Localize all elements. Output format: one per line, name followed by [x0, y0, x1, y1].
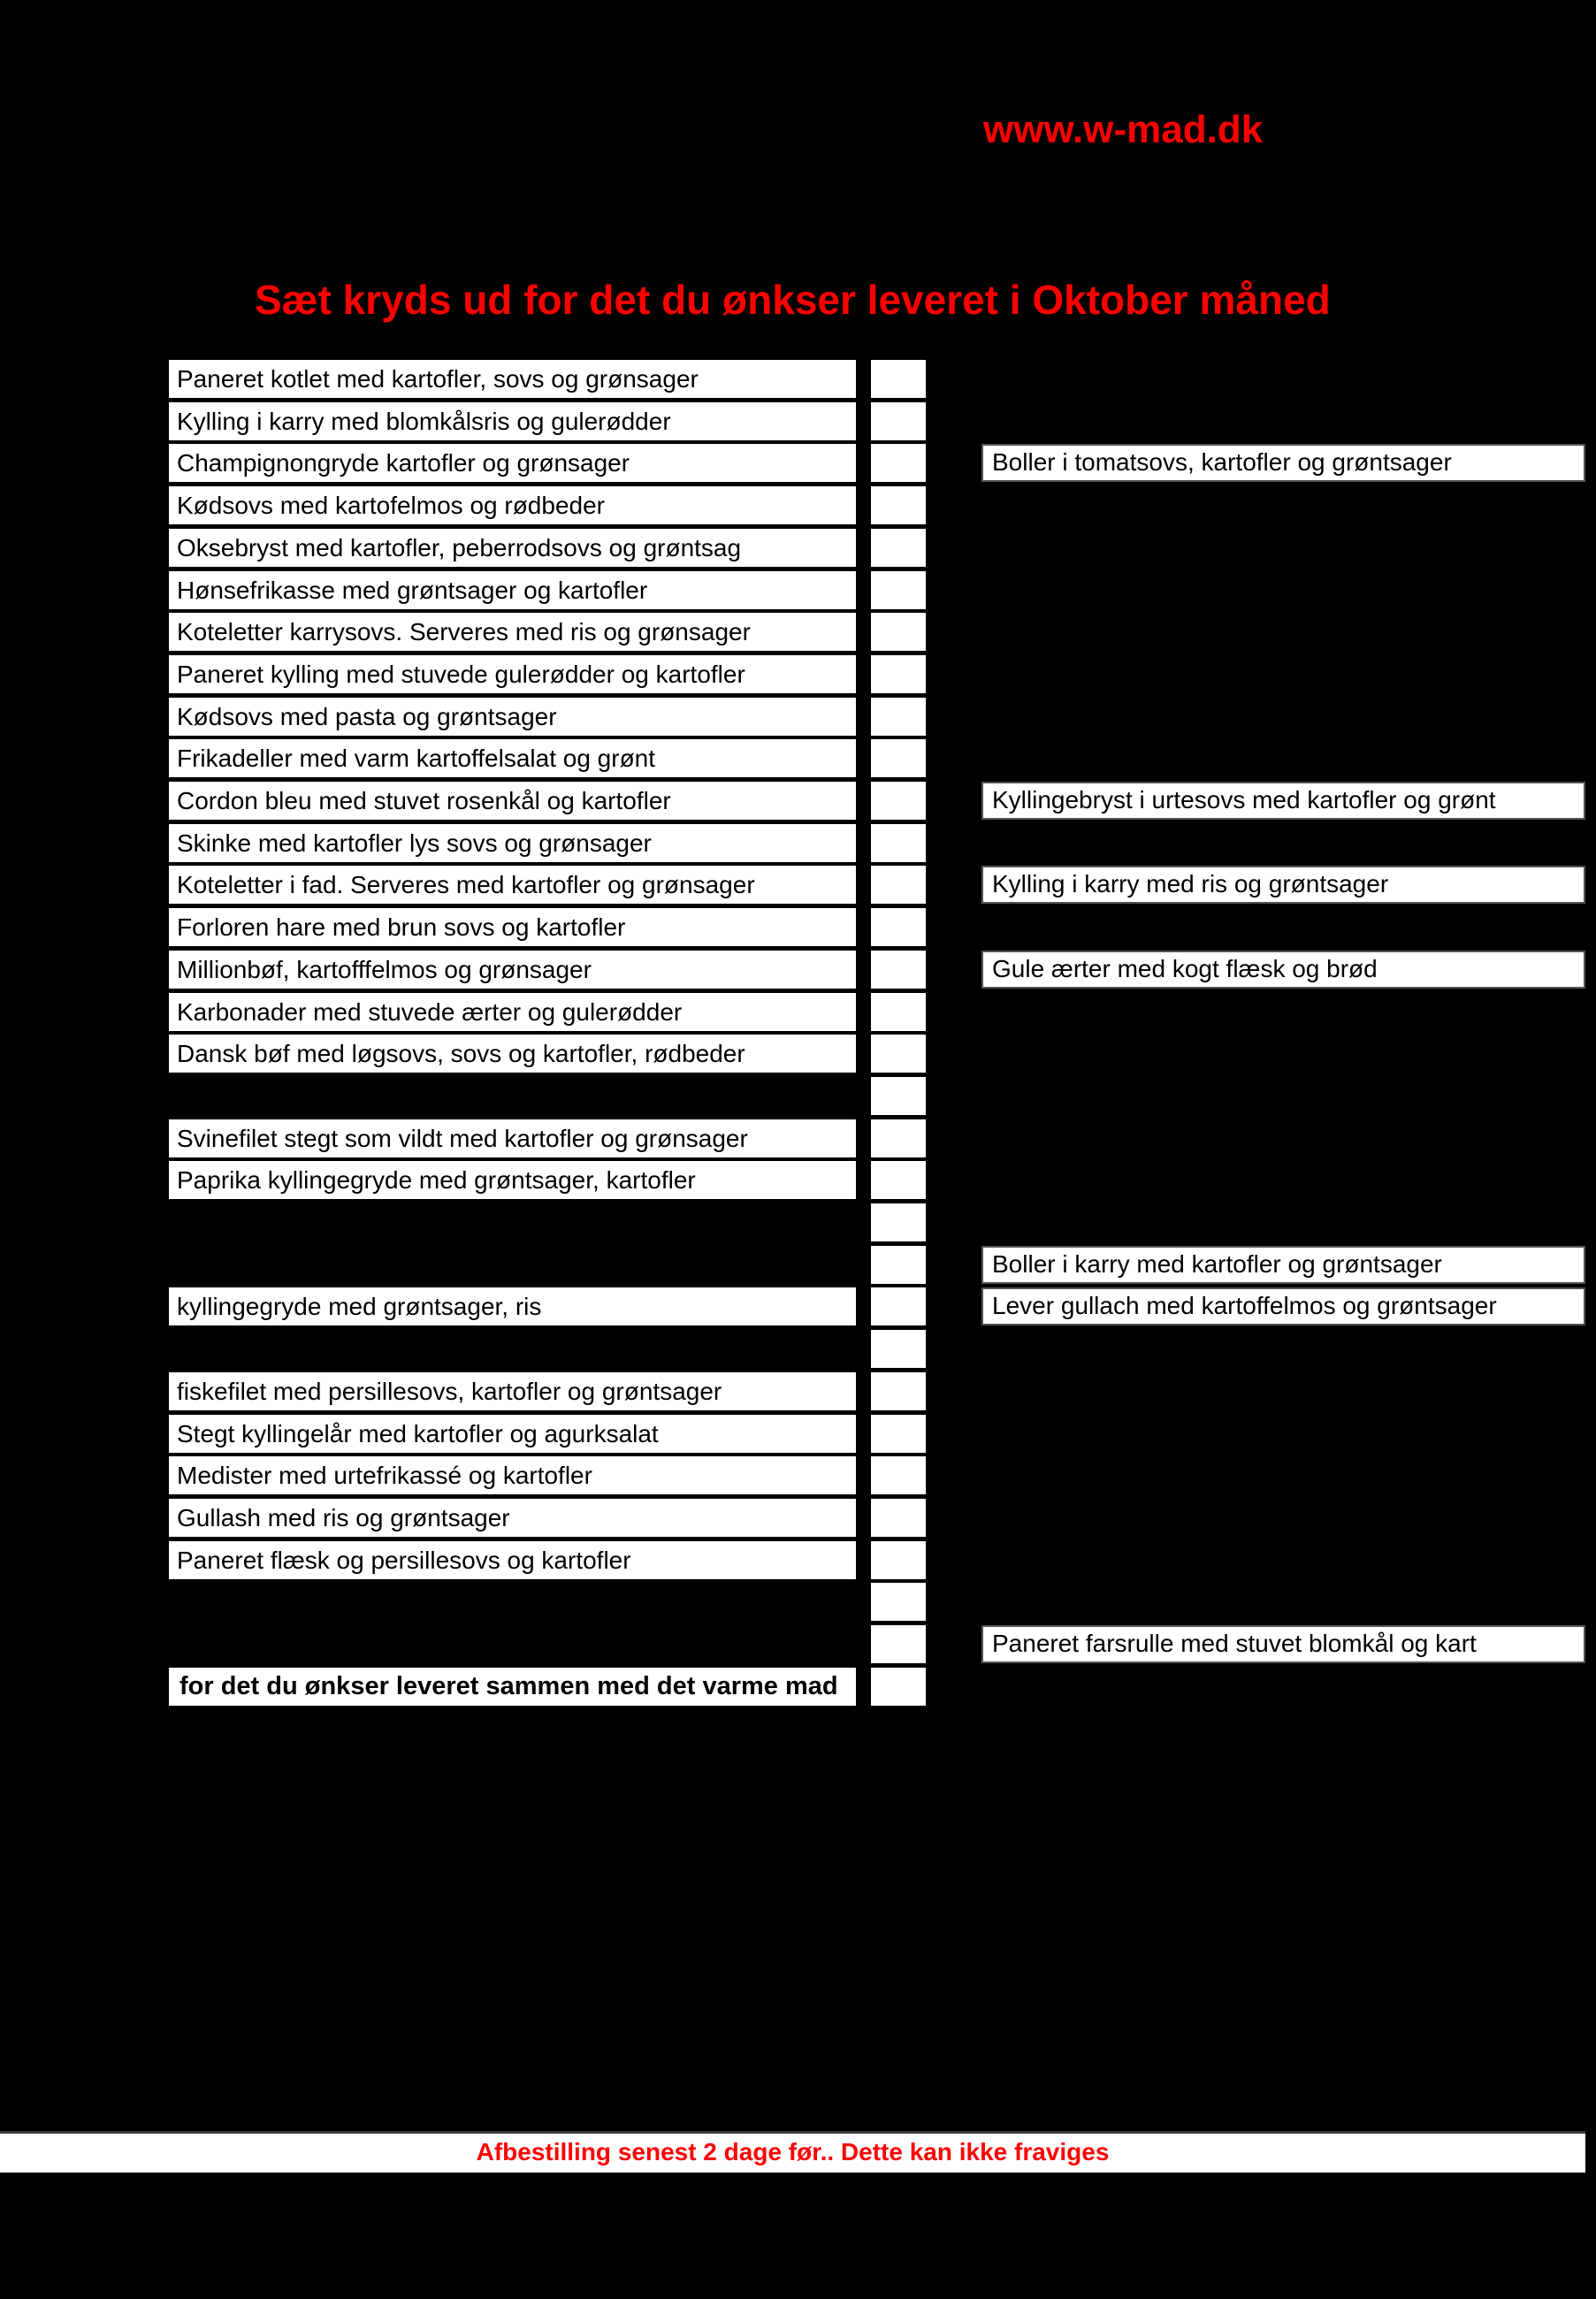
- table-row: [169, 698, 926, 736]
- table-row: [169, 1035, 926, 1073]
- checkbox-cell[interactable]: [871, 486, 926, 524]
- checkbox-cell[interactable]: [871, 1372, 926, 1410]
- extra-menu-item: Boller i tomatsovs, kartofler og grøntsager: [981, 444, 1585, 482]
- checkbox-cell[interactable]: [871, 1499, 926, 1537]
- table-row: [169, 782, 926, 820]
- checkbox-cell[interactable]: [871, 1161, 926, 1199]
- menu-item-label: Forloren hare med brun sovs og kartofler: [169, 908, 856, 946]
- checkbox-cell[interactable]: [871, 951, 926, 989]
- menu-item-label: Paneret flæsk og persillesovs og kartofler: [169, 1541, 856, 1579]
- extra-menu-item: Gule ærter med kogt flæsk og brød: [981, 951, 1585, 989]
- extra-menu-item: Kylling i karry med ris og grøntsager: [981, 866, 1585, 904]
- checkbox-cell[interactable]: [871, 782, 926, 820]
- menu-item-label: Kødsovs med pasta og grøntsager: [169, 698, 856, 736]
- menu-item-label: Kylling i karry med blomkålsris og gulerødder: [169, 402, 856, 440]
- menu-item-label: [169, 1625, 856, 1663]
- table-row: [169, 444, 926, 482]
- table-row: [169, 1330, 926, 1368]
- checkbox-cell[interactable]: [871, 402, 926, 440]
- table-row: [169, 1372, 926, 1410]
- table-row: [169, 1415, 926, 1453]
- menu-item-label: Kødsovs med kartofelmos og rødbeder: [169, 486, 856, 524]
- table-row: [169, 1668, 926, 1706]
- checkbox-cell[interactable]: [871, 529, 926, 567]
- menu-item-label: kyllingegryde med grøntsager, ris: [169, 1287, 856, 1325]
- extra-menu-item: Boller i karry med kartofler og grøntsager: [981, 1246, 1585, 1284]
- table-row: [169, 1287, 926, 1325]
- table-row: [169, 1203, 926, 1241]
- menu-item-label: Paneret kotlet med kartofler, sovs og grønsager: [169, 360, 856, 398]
- menu-item-label: Koteletter karrysovs. Serveres med ris og grønsager: [169, 613, 856, 651]
- menu-item-label: Champignongryde kartofler og grønsager: [169, 444, 856, 482]
- menu-item-label: Medister med urtefrikassé og kartofler: [169, 1456, 856, 1494]
- table-row: [169, 1077, 926, 1115]
- checkbox-cell[interactable]: [871, 866, 926, 904]
- table-row: [169, 1625, 926, 1663]
- checkbox-cell[interactable]: [871, 1541, 926, 1579]
- checkbox-cell[interactable]: [871, 571, 926, 609]
- checkbox-cell[interactable]: [871, 1077, 926, 1115]
- checkbox-cell[interactable]: [871, 1119, 926, 1157]
- checkbox-cell[interactable]: [871, 1456, 926, 1494]
- checkbox-cell[interactable]: [871, 698, 926, 736]
- menu-item-label: Oksebryst med kartofler, peberrodsovs og grøntsag: [169, 529, 856, 567]
- checkbox-cell[interactable]: [871, 444, 926, 482]
- checkbox-cell[interactable]: [871, 739, 926, 777]
- table-row: [169, 1456, 926, 1494]
- table-row: [169, 1119, 926, 1157]
- menu-item-label: Gullash med ris og grøntsager: [169, 1499, 856, 1537]
- menu-item-label: Dansk bøf med løgsovs, sovs og kartofler, rødbeder: [169, 1035, 856, 1073]
- menu-item-label: Stegt kyllingelår med kartofler og agurksalat: [169, 1415, 856, 1453]
- table-row: [169, 1541, 926, 1579]
- table-row: [169, 655, 926, 693]
- table-row: [169, 1499, 926, 1537]
- table-row: [169, 486, 926, 524]
- table-row: [169, 1246, 926, 1284]
- checkbox-cell[interactable]: [871, 824, 926, 862]
- menu-item-label: [169, 1583, 856, 1621]
- checkbox-cell[interactable]: [871, 1583, 926, 1621]
- table-row: [169, 866, 926, 904]
- table-row: [169, 360, 926, 398]
- menu-item-label: Frikadeller med varm kartoffelsalat og grønt: [169, 739, 856, 777]
- table-row: [169, 1161, 926, 1199]
- menu-item-label: Hønsefrikasse med grøntsager og kartofler: [169, 571, 856, 609]
- menu-item-label: Svinefilet stegt som vildt med kartofler og grønsager: [169, 1119, 856, 1157]
- checkbox-cell[interactable]: [871, 993, 926, 1031]
- table-row: [169, 908, 926, 946]
- menu-table: [169, 360, 926, 1710]
- table-row: [169, 739, 926, 777]
- menu-item-label: Cordon bleu med stuvet rosenkål og kartofler: [169, 782, 856, 820]
- page-title: Sæt kryds ud for det du ønkser leveret i Oktober måned: [255, 277, 1331, 323]
- menu-item-label: Karbonader med stuvede ærter og gulerødder: [169, 993, 856, 1031]
- checkbox-cell[interactable]: [871, 613, 926, 651]
- checkbox-cell[interactable]: [871, 1668, 926, 1706]
- menu-item-label: Skinke med kartofler lys sovs og grønsager: [169, 824, 856, 862]
- table-row: [169, 402, 926, 440]
- table-row: [169, 529, 926, 567]
- table-row: [169, 571, 926, 609]
- table-row: [169, 1583, 926, 1621]
- checkbox-cell[interactable]: [871, 1415, 926, 1453]
- menu-item-label: fiskefilet med persillesovs, kartofler og grøntsager: [169, 1372, 856, 1410]
- checkbox-cell[interactable]: [871, 1203, 926, 1241]
- menu-item-label: [169, 1330, 856, 1368]
- checkbox-cell[interactable]: [871, 908, 926, 946]
- checkbox-cell[interactable]: [871, 1246, 926, 1284]
- extra-menu-item: Lever gullach med kartoffelmos og grøntsager: [981, 1287, 1585, 1325]
- checkbox-cell[interactable]: [871, 1287, 926, 1325]
- table-row: [169, 824, 926, 862]
- menu-item-label: Paneret kylling med stuvede gulerødder og kartofler: [169, 655, 856, 693]
- extra-menu-item: Paneret farsrulle med stuvet blomkål og kart: [981, 1625, 1585, 1663]
- checkbox-cell[interactable]: [871, 1035, 926, 1073]
- menu-item-label: Millionbøf, kartofffelmos og grønsager: [169, 951, 856, 989]
- checkbox-cell[interactable]: [871, 1330, 926, 1368]
- website-link: www.w-mad.dk: [983, 108, 1264, 151]
- cancellation-notice-band: [0, 2131, 1585, 2173]
- checkbox-cell[interactable]: [871, 1625, 926, 1663]
- menu-item-label: [169, 1203, 856, 1241]
- table-row: [169, 613, 926, 651]
- menu-item-label: Paprika kyllingegryde med grøntsager, kartofler: [169, 1161, 856, 1199]
- cancellation-notice: Afbestilling senest 2 dage før.. Dette kan ikke fraviges: [476, 2138, 1110, 2165]
- menu-item-label: [169, 1246, 856, 1284]
- table-row: [169, 951, 926, 989]
- menu-item-label: for det du ønkser leveret sammen med det varme mad: [169, 1668, 856, 1706]
- checkbox-cell[interactable]: [871, 360, 926, 398]
- checkbox-cell[interactable]: [871, 655, 926, 693]
- menu-item-label: Koteletter i fad. Serveres med kartofler og grønsager: [169, 866, 856, 904]
- menu-item-label: [169, 1077, 856, 1115]
- extra-menu-item: Kyllingebryst i urtesovs med kartofler og grønt: [981, 782, 1585, 820]
- table-row: [169, 993, 926, 1031]
